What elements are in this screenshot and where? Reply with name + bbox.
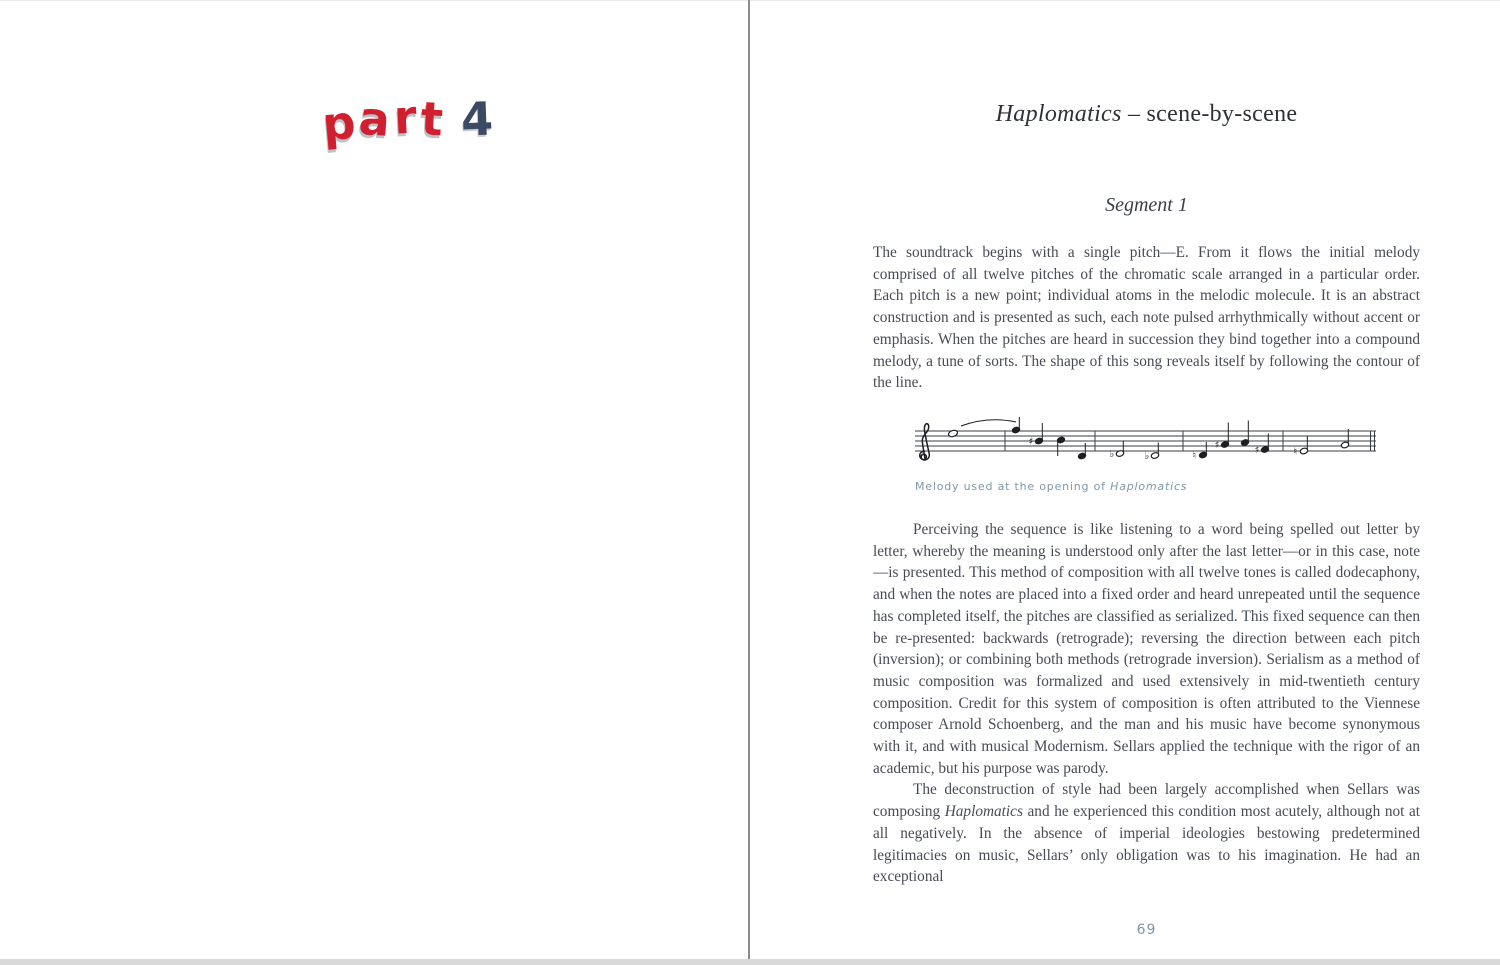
page-top-edge [0, 0, 1500, 1]
part-letter: p [320, 94, 362, 152]
part-heading [320, 89, 498, 152]
paragraph-1: The soundtrack begins with a single pitch—E. From it flows the initial melody comprised of all twelve pitches of the chromatic scale arranged in a particular order. Each pitch is a new point; individual atoms in the melodic molecule. It is an abstract construction and is presented as such, each note pulsed arrhythmically without accent or emphasis. When the pitches are heard in succession they bind together into a compound melody, a tune of sorts. The shape of this song reveals itself by following the contour of the line. [873, 244, 1420, 392]
body-paragraphs [873, 519, 1420, 888]
paragraph-3-before: The deconstruction of style had been largely accomplished when Sellars was composing [873, 781, 1420, 821]
paragraph-3-after: and he experienced this condition most acutely, although not at all negatively. In the absence of imperial ideologies bestowing predetermined legitimacies on music, Sellars’ only obligation was to his imagination. He had an exceptional [873, 803, 1420, 886]
music-notation-figure [915, 411, 1376, 473]
svg-text:♯: ♯ [1254, 445, 1260, 457]
svg-text:♯: ♯ [1028, 436, 1034, 448]
page-gutter-divider [748, 0, 750, 965]
part-letter: t [419, 91, 449, 147]
svg-text:♮: ♮ [1192, 450, 1197, 462]
chapter-title-rest: – scene-by-scene [1121, 101, 1298, 127]
segment-heading: Segment 1 [1105, 194, 1188, 216]
figure-caption [915, 480, 1187, 493]
part-letter: r [392, 89, 422, 145]
treble-clef-icon [920, 424, 930, 460]
figure-caption-text: Melody used at the opening of [915, 480, 1111, 493]
chapter-title-italic: Haplomatics [995, 101, 1122, 127]
page-bottom-edge [0, 959, 1500, 965]
figure-caption-italic: Haplomatics [1110, 480, 1188, 493]
svg-text:♯: ♯ [1214, 440, 1220, 452]
paragraph-2: Perceiving the sequence is like listening to a word being spelled out letter by letter, whereby the meaning is understood only after the last letter—or in this case, note—is presented. This method of composition with all twelve tones is called dodecaphony, and when the notes are placed into a fixed order and heard unrepeated until the sequence has completed itself, the pitches are classified as serialized. This fixed sequence can then be re-presented: backwards (retrograde); reversing the direction between each pitch (inversion); or combining both methods (retrograde inversion). Serialism as a method of music composition was formalized and used extensively in mid-twentieth century composition. Credit for this system of composition is often attributed to the Viennese composer Arnold Schoenberg, and the man and his music have become synonymous with it, and with musical Modernism. Sellars applied the technique with the rigor of an academic, but his purpose was parody. [873, 521, 1420, 777]
part-letter: a [357, 90, 396, 148]
music-staff [915, 411, 1376, 473]
paragraph-3 [873, 779, 1420, 888]
svg-text:♭: ♭ [1144, 451, 1150, 463]
svg-text:♭: ♭ [1109, 449, 1115, 461]
paragraph-3-italic: Haplomatics [944, 803, 1023, 821]
part-number: 4 [459, 91, 498, 147]
chapter-title [873, 101, 1420, 128]
page-number: 69 [1136, 922, 1157, 938]
svg-text:♮: ♮ [1293, 446, 1298, 458]
